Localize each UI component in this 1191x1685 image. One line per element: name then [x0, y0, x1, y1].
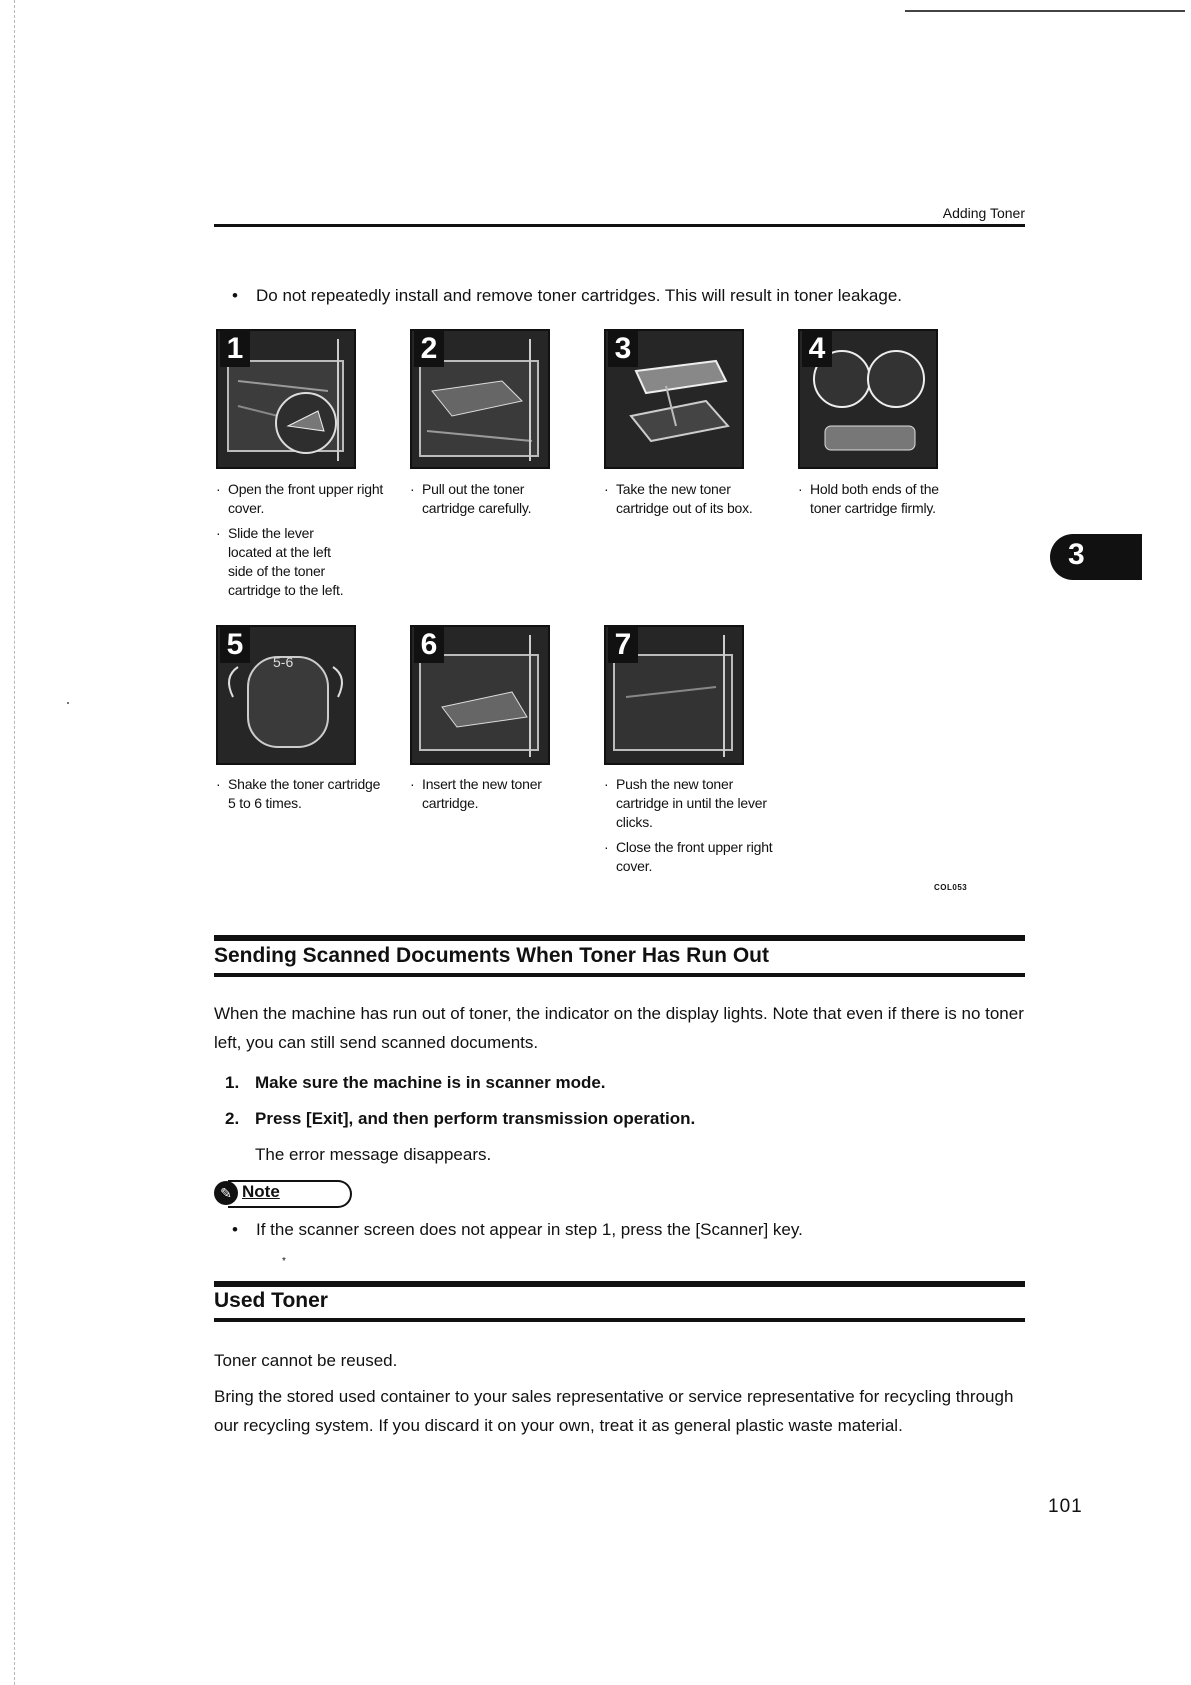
step-6-illustration — [410, 625, 550, 765]
section-1-title: Sending Scanned Documents When Toner Has Run Out — [214, 944, 769, 967]
section-1-rule-top — [214, 935, 1025, 941]
note-text: If the scanner screen does not appear in step 1, press the [Scanner] key. — [256, 1220, 803, 1239]
section-1-rule-bottom — [214, 973, 1025, 977]
step-4-illustration — [798, 329, 938, 469]
step-2-illustration — [410, 329, 550, 469]
figure-code: COL053 — [934, 883, 968, 892]
section-2-rule-bottom — [214, 1318, 1025, 1322]
note-item — [232, 1220, 803, 1240]
step-7-caption-a: · Push the new toner cartridge in until the lever clicks. — [604, 776, 767, 830]
step-1-captions — [216, 480, 391, 606]
procedure-step-2: 2. Press [Exit], and then perform transmission operation. — [225, 1109, 696, 1128]
step-1-caption-a: · Open the front upper right cover. — [216, 481, 384, 516]
chapter-tab — [1050, 534, 1142, 580]
step-3-illustration — [604, 329, 744, 469]
note-label: Note — [242, 1182, 280, 1201]
step-5-number: 5 — [220, 627, 250, 663]
step-1-illustration — [216, 329, 356, 469]
step-1-caption-b: · Slide the lever located at the left side of the toner cartridge to the left. — [216, 525, 344, 598]
step-1-number: 1 — [220, 331, 250, 367]
step-7-caption-b: · Close the front upper right cover. — [604, 839, 773, 874]
step-3-captions — [604, 480, 754, 524]
note-icon: ✎ — [214, 1181, 238, 1205]
bullet: • — [232, 1220, 238, 1239]
step-5-illustration — [216, 625, 356, 765]
step-5-caption-a: · Shake the toner cartridge 5 to 6 times. — [216, 776, 381, 811]
procedure-result: The error message disappears. — [255, 1145, 492, 1164]
running-header: Adding Toner — [942, 205, 1025, 221]
step-7-number: 7 — [608, 627, 638, 663]
section-2-title: Used Toner — [214, 1289, 328, 1312]
step-6-captions — [410, 775, 570, 819]
step-2-caption-a: · Pull out the toner cartridge carefully. — [410, 481, 532, 516]
procedure-step-1: 1. Make sure the machine is in scanner mode. — [225, 1073, 606, 1092]
stray-mark: * — [282, 1256, 286, 1267]
step-4-caption-a: · Hold both ends of the toner cartridge firmly. — [798, 481, 939, 516]
scan-speck — [67, 702, 69, 704]
section-2-rule-top — [214, 1281, 1025, 1287]
step-4-captions — [798, 480, 973, 524]
section-2-para-2: Bring the stored used container to your sales representative or service representative for recycling through our recycling system. If you discard it on your own, treat it as general plastic waste material. — [214, 1387, 1014, 1435]
step-7-captions — [604, 775, 774, 882]
step-6-caption-a: · Insert the new toner cartridge. — [410, 776, 542, 811]
step-6-number: 6 — [414, 627, 444, 663]
bullet: • — [232, 286, 238, 305]
caution-text: Do not repeatedly install and remove toner cartridges. This will result in toner leakage. — [256, 286, 903, 305]
step-4-number: 4 — [802, 331, 832, 367]
scan-edge-top — [905, 10, 1185, 12]
section-1-intro: When the machine has run out of toner, the indicator on the display lights. Note that even if there is no toner left, you can still send scanned documents. — [214, 1004, 1024, 1052]
step-3-caption-a: · Take the new toner cartridge out of its box. — [604, 481, 753, 516]
step-3-number: 3 — [608, 331, 638, 367]
step-2-number: 2 — [414, 331, 444, 367]
page-number: 101 — [1048, 1496, 1083, 1517]
chapter-number: 3 — [1068, 538, 1085, 571]
note-badge — [214, 1180, 352, 1206]
header-rule — [214, 224, 1025, 227]
step-2-captions — [410, 480, 560, 524]
scan-edge-left — [14, 0, 15, 1685]
section-2-para-1: Toner cannot be reused. — [214, 1351, 398, 1370]
svg-text:5-6: 5-6 — [273, 654, 294, 670]
step-5-captions — [216, 775, 386, 819]
caution-item — [232, 286, 902, 306]
step-7-illustration — [604, 625, 744, 765]
